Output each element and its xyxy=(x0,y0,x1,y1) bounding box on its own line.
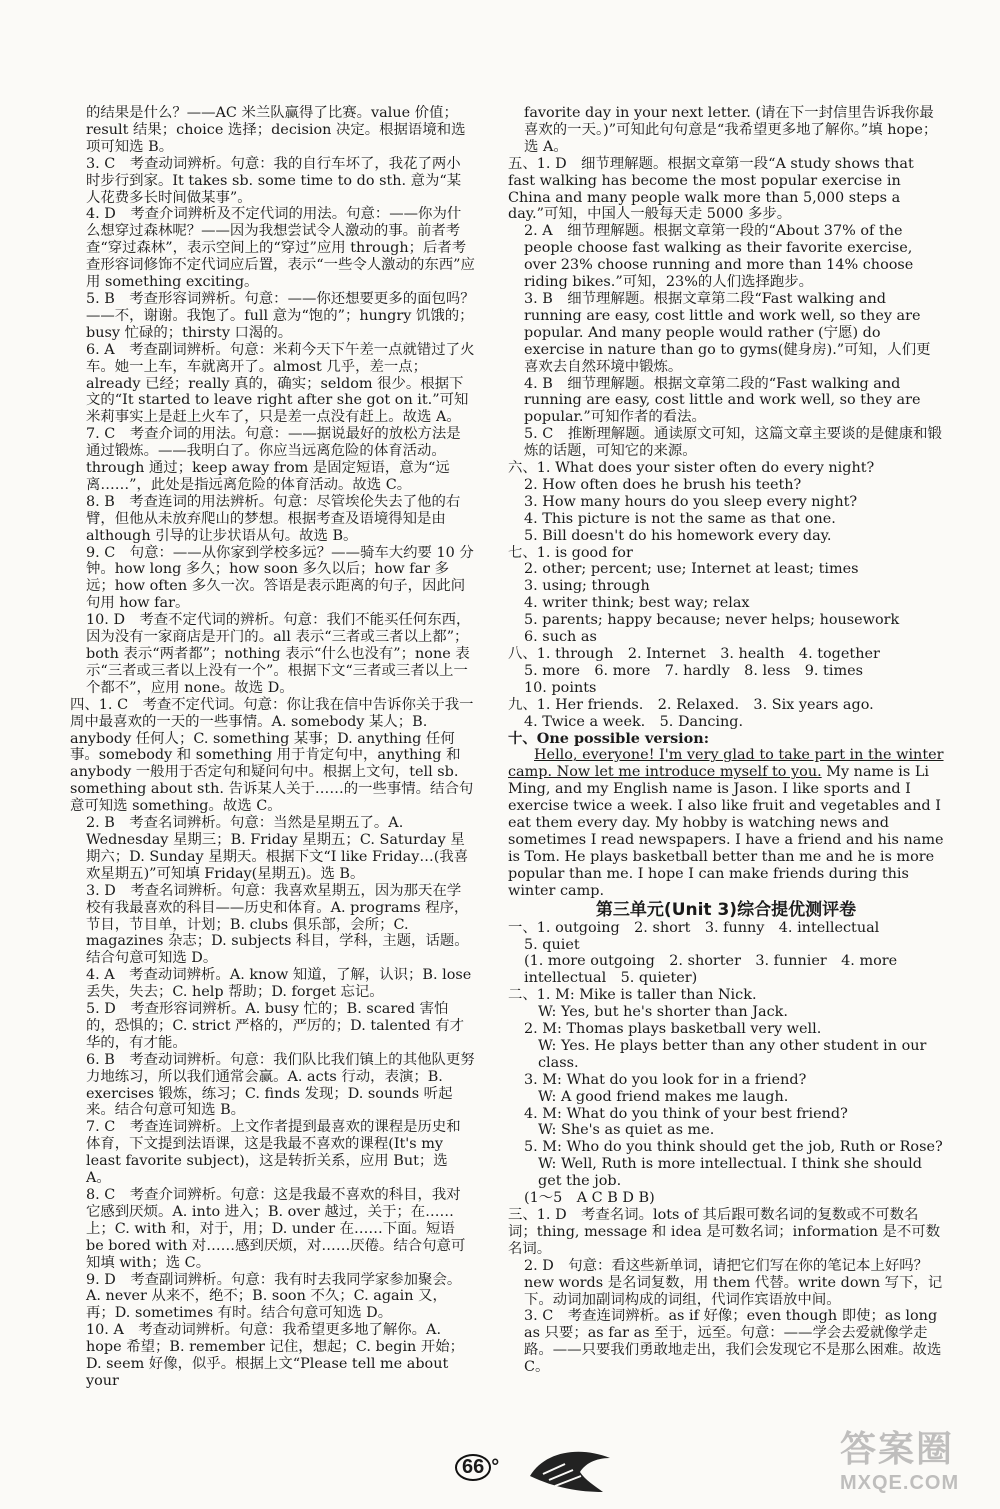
answer-entry: 5. C 推断理解题。通读原文可知，这篇文章主要谈的是健康和锻炼的话题，可知它的来源。 xyxy=(524,426,942,460)
answer-entry: W: Yes, but he's shorter than Jack. xyxy=(538,1004,788,1021)
answer-entry: 7. C 考查介词的用法。句意：——据说最好的放松方法是通过锻炼。——我明白了。你应当远离危险的体育活动。through 通过；keep away from 是固定短语，意为“远离……”，此处是指远离危险的体育活动。故选 C。 xyxy=(86,426,461,493)
fish-logo-icon xyxy=(525,1446,615,1498)
answer-entry: 5. Bill doesn't do his homework every day. xyxy=(524,527,832,544)
answer-entry: 5. more 6. more 7. hardly 8. less 9. times xyxy=(524,662,863,679)
answer-entry: 3. B 细节理解题。根据文章第二段“Fast walking and running are easy, cost little and work well, so they are popular. And many people would rather (宁愿) do exercise in nature than go to gyms(健身房).”可知，人们更喜欢去自然环境中锻炼。 xyxy=(524,290,931,375)
answer-entry: 8. C 考查介词辨析。句意：这是我最不喜欢的科目，我对它感到厌烦。A. into 进入；B. over 越过，关于；在……上；C. with 和，对于，用；D. under 在……下面。短语 be bored with 对……感到厌烦，对……厌倦。结合句意可知填 with；选 C。 xyxy=(86,1187,466,1271)
answer-entry: 5. parents; happy because; never helps; housework xyxy=(524,612,900,629)
answer-entry: 3. C 考查连词辨析。as if 好像；even though 即使；as long as 只要；as far as 至于，远至。句意：——学会去爱就像学走路。——只要我们勇敢地走出，我们会发现它不是那么困难。故选 C。 xyxy=(524,1308,942,1376)
answer-entry: 七、1. is good for xyxy=(508,544,633,561)
answer-entry: 5. B 考查形容词辨析。句意：——你还想要更多的面包吗？——不，谢谢。我饱了。full 意为“饱的”；hungry 饥饿的；busy 忙碌的；thirsty 口渴的。 xyxy=(86,290,475,341)
section-ten-label: 十、One possible version: xyxy=(508,729,710,747)
page-footer xyxy=(455,1452,615,1492)
answer-entry: (1～5 A C B D B) xyxy=(524,1190,655,1207)
answer-entry: 10. A 考查动词辨析。句意：我希望更多地了解你。A. hope 希望；B. remember 记住，想起；C. begin 开始；D. seem 好像，似乎。根据上文“Please tell me about your xyxy=(86,1322,465,1389)
answer-entry: W: A good friend makes me laugh. xyxy=(538,1088,789,1105)
answer-entry: 2. A 细节理解题。根据文章第一段的“About 37% of the people choose fast walking as their favorite exercise, over 23% choose running and more than 14% choose riding bikes.”可知，23%的人们选择跑步。 xyxy=(524,223,914,291)
answer-entry: 2. How often does he brush his teeth? xyxy=(524,476,802,493)
composition-text xyxy=(508,747,944,899)
answer-entry: 3. How many hours do you sleep every night? xyxy=(524,493,858,510)
unit3-title: 第三单元(Unit 3)综合提优测评卷 xyxy=(595,899,857,920)
answer-entry: 10. points xyxy=(524,679,597,696)
answer-entry: 3. C 考查动词辨析。句意：我的自行车坏了，我花了两小时步行到家。It takes sb. some time to do sth. 意为“某人花费多长时间做某事”。 xyxy=(86,155,462,206)
left-column xyxy=(70,105,475,1390)
answer-entry: 2. D 句意：看这些新单词，请把它们写在你的笔记本上好吗？new words 是名词复数，用 them 代替。write down 写下，记下。动词加副词构成的词组，代词作宾语放中间。 xyxy=(524,1257,943,1308)
answer-entry: 九、1. Her friends. 2. Relaxed. 3. Six years ago. xyxy=(508,696,874,713)
answer-entry: 6. such as xyxy=(524,629,597,646)
answer-entry: W: Well, Ruth is more intellectual. I think she should get the job. xyxy=(538,1156,922,1190)
answer-entry: 五、1. D 细节理解题。根据文章第一段“A study shows that fast walking has become the most popular exercise in China and many people walk more than 5,000 steps a day.”可知，中国人一般每天走 5000 多步。 xyxy=(508,155,914,223)
answer-entry: 10. D 考查不定代词的辨析。句意：我们不能买任何东西，因为没有一家商店是开门的。all 表示“三者或三者以上都”；both 表示“两者都”；nothing 表示“什么也没有”；none 表示“三者或三者以上没有一个”。根据下文“三者或三者以上一个都不”，应用 none。故选 D。 xyxy=(86,612,471,696)
answer-entry: 4. This picture is not the same as that one. xyxy=(524,510,836,527)
answer-entry: W: Yes. He plays better than any other student in our class. xyxy=(538,1037,927,1071)
answer-entry: 6. A 考查副词辨析。句意：米莉今天下午差一点就错过了火车。她一上车，车就离开了。almost 几乎，差一点；already 已经；really 真的，确实；seldom 很少。根据下文的“It started to leave right after she got on it.”可知米莉事实上是赶上火车了，只是差一点没有赶上。故选 A。 xyxy=(86,341,475,426)
page-number: 66 ° xyxy=(455,1454,499,1481)
answer-entry: 三、1. D 考查名词。lots of 其后跟可数名词的复数或不可数名词；thing, message 和 idea 是可数名词；information 是不可数名词。 xyxy=(508,1207,941,1257)
right-column xyxy=(508,105,944,1376)
answer-entry: 四、1. C 考查不定代词。句意：你让我在信中告诉你关于我一周中最喜欢的一天的一些事情。A. somebody 某人；B. anybody 任何人；C. something 某事；D. anything 任何事。somebody 和 something 用于肯定句中，anything 和 anybody 一般用于否定句和疑问句中。根据上文句，tell sb. something about sth. 告诉某人关于……的一些事情。结合句意可知选 something。故选 C。 xyxy=(70,696,474,815)
watermark-logo: 答案圈 MXQE.COM xyxy=(840,1428,960,1494)
answer-entry: (1. more outgoing 2. shorter 3. funnier 4. more intellectual 5. quieter) xyxy=(524,953,898,987)
answer-entry: W: She's as quiet as me. xyxy=(538,1122,715,1139)
composition-rest: My name is Li Ming, and my English name is Jason. I like sports and I exercise twice a week. I also like fruit and vegetables and I eat them every day. My hobby is watching news and sometimes I read newspapers. I have a friend and his name is Tom. He plays basketball better than me and he is more popular than me. I hope I can make friends during this winter camp. xyxy=(508,764,944,899)
answer-entry: 4. writer think; best way; relax xyxy=(524,595,750,612)
answer-entry: 2. B 考查名词辨析。句意：当然是星期五了。A. Wednesday 星期三；B. Friday 星期五；C. Saturday 星期六；D. Sunday 星期天。根据下文“I like Friday…(我喜欢星期五)”可知填 Friday(星期五)。选 B。 xyxy=(86,815,469,882)
answer-entry: 2. other; percent; use; Internet at least; times xyxy=(524,561,859,578)
answer-entry: favorite day in your next letter. (请在下一封信里告诉我你最喜欢的一天。)”可知此句句意是“我希望更多地了解你。”填 hope；选 A。 xyxy=(524,105,938,155)
answer-entry: 一、1. outgoing 2. short 3. funny 4. intellectual xyxy=(508,919,880,936)
answer-entry: 7. C 考查连词辨析。上文作者提到最喜欢的课程是历史和体育，下文提到法语课，这是我最不喜欢的课程(It's my least favorite subject)，这是转折关系，应用 But；选 A。 xyxy=(86,1119,461,1187)
answer-entry: 的结果是什么？——AC 米兰队赢得了比赛。value 价值；result 结果；choice 选择；decision 决定。根据语境和选项可知选 B。 xyxy=(86,105,466,155)
answer-entry: 3. D 考查名词辨析。句意：我喜欢星期五，因为那天在学校有我最喜欢的科目——历史和体育。A. programs 程序，节目，节目单，计划；B. clubs 俱乐部，会所；C. magazines 杂志；D. subjects 科目，学科，主题，话题。结合句意可知选 D。 xyxy=(86,882,469,967)
answer-entry: 5. M: Who do you think should get the job, Ruth or Rose? xyxy=(524,1139,943,1156)
answer-entry: 3. M: What do you look for in a friend? xyxy=(524,1071,807,1088)
answer-entry: 4. M: What do you think of your best friend? xyxy=(524,1105,848,1122)
composition-underlined: Hello, everyone! I'm very glad to take part in the winter camp. Now let me introduce myself to you. xyxy=(508,747,944,781)
answer-entry: 2. M: Thomas plays basketball very well. xyxy=(524,1021,822,1038)
answer-entry: 4. D 考查介词辨析及不定代词的用法。句意：——你为什么想穿过森林呢？——因为我想尝试令人激动的事。前者考查“穿过森林”，表示空间上的“穿过”应用 through；后者考查形容词修饰不定代词应后置，表示“一些令人激动的东西”应用 something exciting。 xyxy=(86,206,475,291)
answer-entry: 5. D 考查形容词辨析。A. busy 忙的；B. scared 害怕的，恐惧的；C. strict 严格的，严厉的；D. talented 有才华的，有才能。 xyxy=(86,1001,464,1051)
answer-entry: 八、1. through 2. Internet 3. health 4. together xyxy=(508,646,880,662)
answer-entry: 6. B 考查动词辨析。句意：我们队比我们镇上的其他队更努力地练习，所以我们通常会赢。A. acts 行动，表演；B. exercises 锻炼，练习；C. finds 发现；D. sounds 听起来。结合句意可知选 B。 xyxy=(86,1051,475,1119)
answer-entry: 4. A 考查动词辨析。A. know 知道，了解，认识；B. lose 丢失，失去；C. help 帮助；D. forget 忘记。 xyxy=(86,967,472,1001)
answer-entry: 8. B 考查连词的用法辨析。句意：尽管埃伦失去了他的右臂，但他从未放弃爬山的梦想。根据考查及语境得知是由 although 引导的让步状语从句。故选 B。 xyxy=(86,493,461,544)
answer-entry: 4. B 细节理解题。根据文章第二段的“Fast walking and running are easy, cost little and work well, so they are popular.”可知作者的看法。 xyxy=(524,375,921,426)
right-answers xyxy=(508,105,944,731)
answer-entry: 二、1. M: Mike is taller than Nick. xyxy=(508,987,757,1004)
answer-entry: 9. C 句意：——从你家到学校多远？——骑车大约要 10 分钟。how long 多久；how soon 多久以后；how far 多远；how often 多久一次。答语是表示距离的句子，因此问句用 how far。 xyxy=(86,544,474,612)
answer-entry: 9. D 考查副词辨析。句意：我有时去我同学家参加聚会。A. never 从来不，绝不；B. soon 不久；C. again 又，再；D. sometimes 有时。结合句意可知选 D。 xyxy=(86,1271,462,1322)
answer-entry: 3. using; through xyxy=(524,578,650,595)
answer-entry: 5. quiet xyxy=(524,936,580,953)
answer-entry: 六、1. What does your sister often do every night? xyxy=(508,460,875,477)
unit3-answers xyxy=(508,920,944,1376)
answer-entry: 4. Twice a week. 5. Dancing. xyxy=(524,713,744,730)
